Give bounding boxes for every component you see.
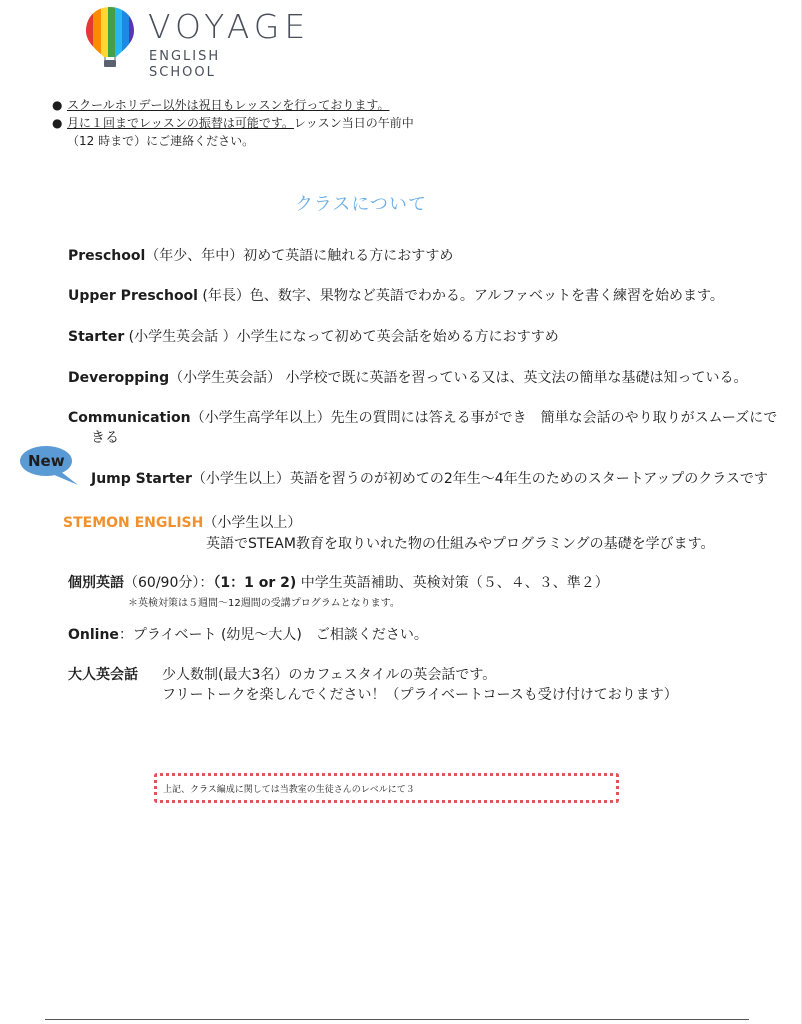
class-desc: （年少、年中）初めて英語に触れる方におすすめ — [145, 248, 454, 264]
bullet-icon: ● — [52, 116, 63, 130]
logo-subtitle: ENGLISH SCHOOL — [149, 49, 221, 80]
class-name: Online — [68, 627, 119, 643]
bottom-divider — [45, 1019, 749, 1020]
class-name: Starter — [68, 329, 125, 345]
class-name: STEMON ENGLISH — [63, 515, 204, 531]
class-adult — [68, 665, 138, 685]
class-desc: (年長）色、数字、果物など英語でわかる。アルファベットを書く練習を始めます。 — [197, 288, 724, 304]
new-badge — [20, 444, 80, 488]
note-item — [52, 114, 472, 132]
class-communication-cont: きる — [91, 430, 119, 446]
class-desc: （小学生英会話） 小学校で既に英語を習っている又は、英文法の簡単な基礎は知っている。 — [169, 370, 748, 386]
class-jump-starter — [91, 469, 768, 489]
class-communication — [68, 408, 777, 428]
class-desc: （小学生以上）英語を習うのが初めての2年生〜4年生のためのスタートアップのクラスです — [191, 471, 768, 487]
note-holiday: スクールホリデー以外は祝日もレッスンを行っております。 — [67, 98, 390, 112]
class-desc: （小学生高学年以上）先生の質問には答える事ができ 簡単な会話のやり取りがスムーズにで — [190, 410, 778, 426]
class-adult-desc-cont: フリートークを楽しんでください！（プライベートコースも受け付けております） — [162, 687, 678, 703]
class-desc: ：プライベート (幼児〜大人) ご相談ください。 — [118, 627, 428, 643]
class-stemon — [63, 513, 301, 533]
class-time: （60/90分）： — [124, 575, 214, 591]
school-logo[interactable] — [84, 5, 311, 80]
class-name: Deveropping — [68, 370, 170, 386]
class-name: 個別英語 — [68, 575, 124, 591]
class-starter — [68, 327, 559, 347]
class-name: Jump Starter — [91, 471, 192, 487]
class-name: Communication — [68, 410, 191, 426]
new-badge-label: New — [28, 452, 65, 470]
class-stemon-cont: 英語でSTEAM教育を取りいれた物の仕組みやプログラミングの基礎を学びます。 — [206, 536, 715, 552]
note-item — [52, 96, 472, 114]
note-makeup-rest: レッスン当日の午前中 — [293, 116, 414, 130]
bullet-icon: ● — [52, 98, 63, 112]
class-desc: (小学生英会話 ）小学生になって初めて英会話を始める方におすすめ — [124, 329, 559, 345]
class-upper-preschool — [68, 286, 724, 306]
class-online — [68, 625, 428, 645]
class-kobetsu-note: ＊英検対策は５週間〜12週間の受講プログラムとなります。 — [128, 598, 400, 609]
class-ratio: （1：1 or 2) — [213, 575, 297, 591]
class-name: Preschool — [68, 248, 146, 264]
class-name: 大人英会話 — [68, 667, 138, 683]
class-adult-desc: 少人数制(最大3名）のカフェスタイルの英会話です。 — [162, 667, 497, 683]
note-makeup-continued: （12 時まで）にご連絡ください。 — [67, 134, 255, 148]
class-preschool — [68, 246, 453, 266]
class-level-note-box — [154, 773, 619, 803]
class-desc: 中学生英語補助、英検対策（５、４、３、準２） — [296, 575, 609, 591]
logo-title: VOYAGE — [148, 7, 311, 46]
section-title: クラスについて — [294, 194, 428, 215]
class-level-note: 上記、クラス編成に関しては当教室の生徒さんのレベルにて３ — [163, 785, 415, 795]
hot-air-balloon-icon — [84, 5, 136, 69]
class-desc: （小学生以上） — [203, 515, 302, 531]
note-makeup-underlined: 月に１回までレッスンの振替は可能です。 — [67, 116, 294, 130]
notes-list — [52, 96, 472, 150]
class-kobetsu — [68, 573, 609, 593]
class-deveropping — [68, 368, 748, 388]
class-name: Upper Preschool — [68, 288, 198, 304]
